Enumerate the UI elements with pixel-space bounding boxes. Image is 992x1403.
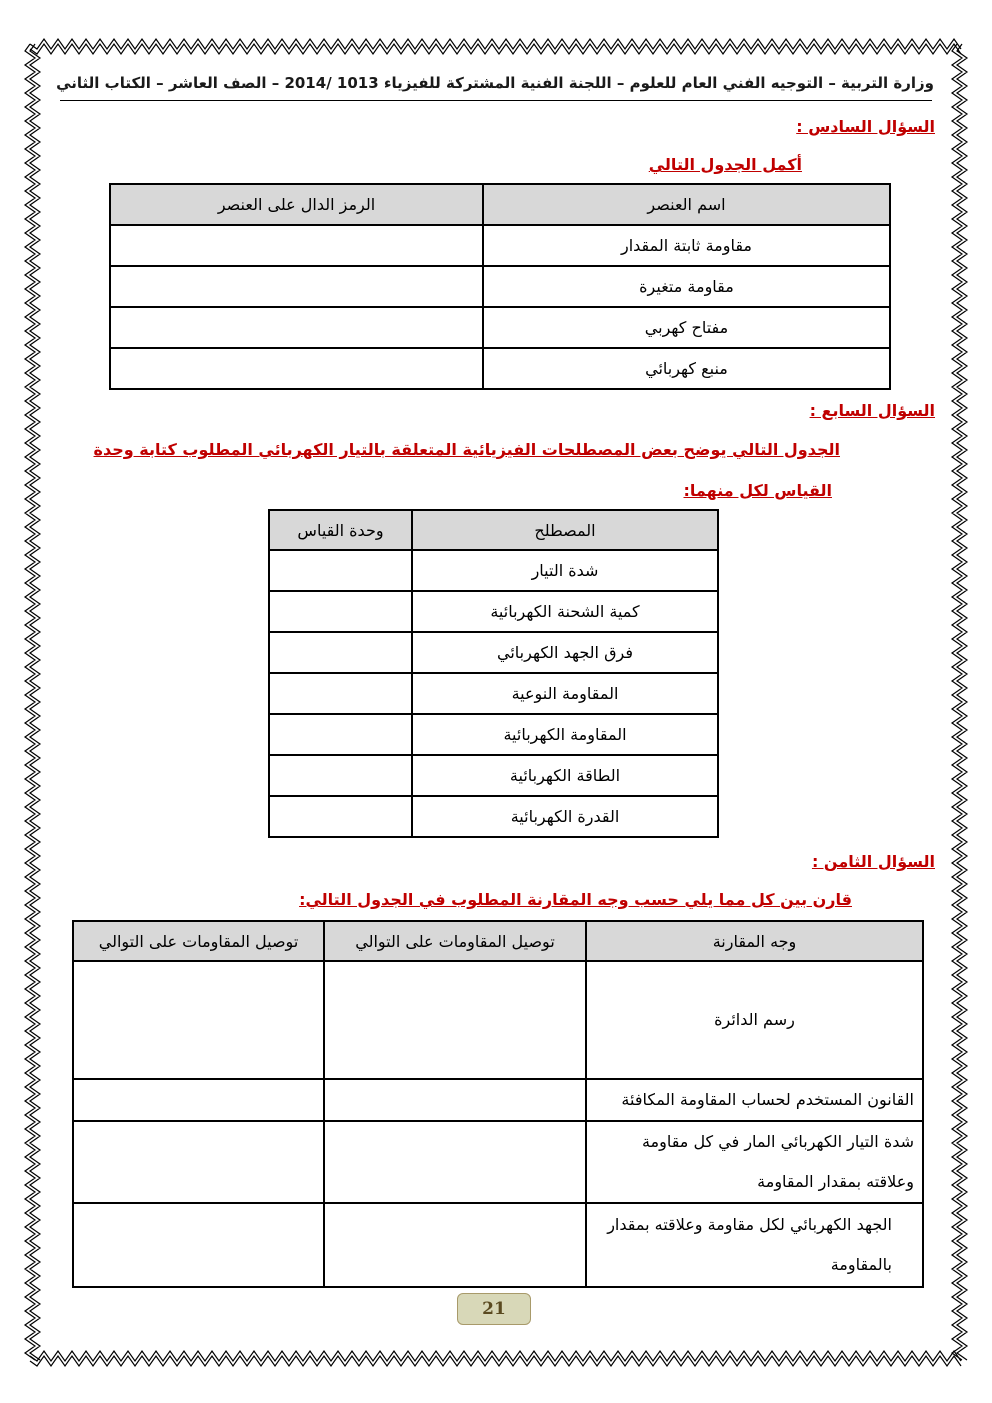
q7-header-term: المصطلح: [412, 510, 718, 550]
table-row: [73, 1203, 923, 1287]
q7-cell-term: فرق الجهد الكهربائي: [412, 632, 718, 673]
q7-cell-term: شدة التيار: [412, 550, 718, 591]
q7-cell-term: القدرة الكهربائية: [412, 796, 718, 837]
q6-table: [109, 183, 891, 390]
table-row: [269, 714, 718, 755]
q8-answer-cell[interactable]: [73, 1079, 324, 1121]
q7-cell-term: الطاقة الكهربائية: [412, 755, 718, 796]
q6-answer-cell[interactable]: [110, 348, 483, 389]
table-row: [269, 550, 718, 591]
q7-answer-cell[interactable]: [269, 550, 412, 591]
q6-cell-element: مقاومة متغيرة: [483, 266, 890, 307]
page-header: وزارة التربية – التوجيه الفني العام للعلوم – اللجنة الفنية المشتركة للفيزياء 1013 /2014 – الصف العاشر – الكتاب الثاني: [56, 74, 934, 92]
table-row: [269, 591, 718, 632]
q6-instruction: أكمل الجدول التالي: [648, 155, 802, 174]
table-row: [110, 225, 890, 266]
q8-answer-cell[interactable]: [324, 961, 586, 1079]
q6-cell-element: مقاومة ثابتة المقدار: [483, 225, 890, 266]
q7-title: السؤال السابع :: [809, 401, 935, 420]
table-row: [269, 755, 718, 796]
q7-answer-cell[interactable]: [269, 755, 412, 796]
q7-header-unit: وحدة القياس: [269, 510, 412, 550]
table-row: [110, 307, 890, 348]
q8-header-aspect: وجه المقارنة: [586, 921, 923, 961]
q8-answer-cell[interactable]: [324, 1121, 586, 1203]
table-row: [73, 961, 923, 1079]
q7-answer-cell[interactable]: [269, 796, 412, 837]
q8-header-parallel: توصيل المقاومات على التوالي: [73, 921, 324, 961]
table-row: [73, 1079, 923, 1121]
q6-answer-cell[interactable]: [110, 225, 483, 266]
q8-instruction: قارن بين كل مما يلي حسب وجه المقارنة المطلوب في الجدول التالي:: [299, 890, 852, 909]
q8-table: [72, 920, 924, 1288]
q7-instruction-line1: الجدول التالي يوضح بعض المصطلحات الفيزيائية المتعلقة بالتيار الكهربائي المطلوب كتابة وحدة: [93, 440, 840, 459]
q7-answer-cell[interactable]: [269, 673, 412, 714]
page-number: 21: [457, 1293, 531, 1325]
q6-answer-cell[interactable]: [110, 307, 483, 348]
q7-answer-cell[interactable]: [269, 591, 412, 632]
q8-cell-aspect: شدة التيار الكهربائي المار في كل مقاومة وعلاقته بمقدار المقاومة: [586, 1121, 923, 1203]
q8-cell-aspect: رسم الدائرة: [586, 961, 923, 1079]
q8-answer-cell[interactable]: [324, 1079, 586, 1121]
q8-title: السؤال الثامن :: [811, 852, 935, 871]
q6-header-symbol: الرمز الدال على العنصر: [110, 184, 483, 225]
table-row: [110, 348, 890, 389]
q7-table: [268, 509, 719, 838]
q6-cell-element: مفتاح كهربي: [483, 307, 890, 348]
q8-header-series: توصيل المقاومات على التوالي: [324, 921, 586, 961]
q8-cell-aspect: القانون المستخدم لحساب المقاومة المكافئة: [586, 1079, 923, 1121]
q7-cell-term: المقاومة الكهربائية: [412, 714, 718, 755]
header-divider: [60, 100, 932, 101]
q7-cell-term: المقاومة النوعية: [412, 673, 718, 714]
q8-answer-cell[interactable]: [73, 1203, 324, 1287]
q6-header-element: اسم العنصر: [483, 184, 890, 225]
q8-answer-cell[interactable]: [73, 961, 324, 1079]
q8-answer-cell[interactable]: [324, 1203, 586, 1287]
table-row: [73, 1121, 923, 1203]
q8-answer-cell[interactable]: [73, 1121, 324, 1203]
q7-cell-term: كمية الشحنة الكهربائية: [412, 591, 718, 632]
table-row: [269, 632, 718, 673]
table-row: [110, 266, 890, 307]
q7-instruction-line2: القياس لكل منهما:: [683, 481, 832, 500]
q7-answer-cell[interactable]: [269, 632, 412, 673]
q8-cell-aspect: الجهد الكهربائي لكل مقاومة وعلاقته بمقدار بالمقاومة: [586, 1203, 923, 1287]
table-row: [269, 796, 718, 837]
q7-answer-cell[interactable]: [269, 714, 412, 755]
q6-answer-cell[interactable]: [110, 266, 483, 307]
q6-cell-element: منبع كهربائي: [483, 348, 890, 389]
q6-title: السؤال السادس :: [796, 117, 935, 136]
table-row: [269, 673, 718, 714]
